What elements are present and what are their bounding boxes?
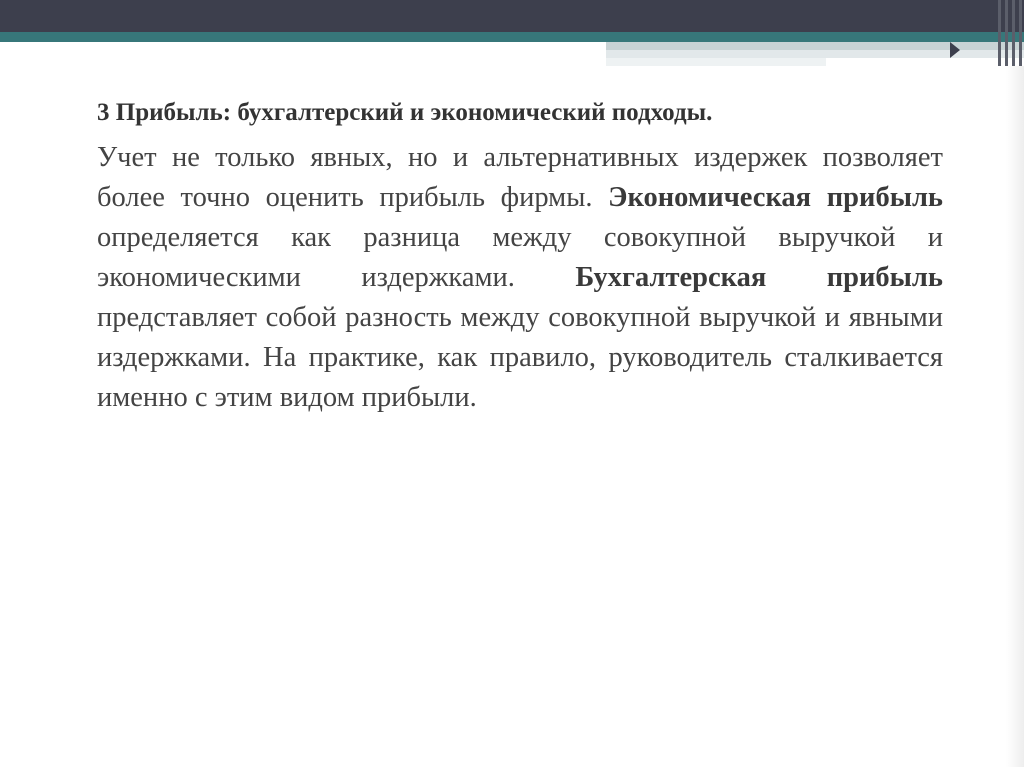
term-accounting-profit: Бухгалтерская прибыль <box>575 262 943 293</box>
header-band-grey-light <box>606 50 1024 58</box>
slide-edge-shadow <box>1006 66 1024 767</box>
header-band-grey-lighter <box>606 58 826 66</box>
header-band-dark <box>0 0 1024 32</box>
definition-economic-profit: определяется как разница между совокупной выручкой и экономическими издержками. <box>97 222 943 293</box>
header-band-grey <box>606 42 1024 50</box>
slide-body <box>97 138 943 418</box>
slide-title: 3 Прибыль: бухгалтерский и экономический подходы. <box>97 99 713 126</box>
header-stripes <box>996 0 1024 66</box>
body-intro: Учет не только явных, но и альтернативных издержек позволяет более точно оценить прибыль фирмы. <box>97 142 943 213</box>
slide-content <box>97 96 943 418</box>
term-economic-profit: Экономическая прибыль <box>608 182 944 213</box>
header-arrow-icon <box>950 42 960 58</box>
definition-accounting-profit: представляет собой разность между совокупной выручкой и явными издержками. <box>97 302 943 373</box>
body-outro: На практике, как правило, руководитель сталкивается именно с этим видом прибыли. <box>97 342 943 413</box>
header-band-teal <box>0 32 1024 42</box>
